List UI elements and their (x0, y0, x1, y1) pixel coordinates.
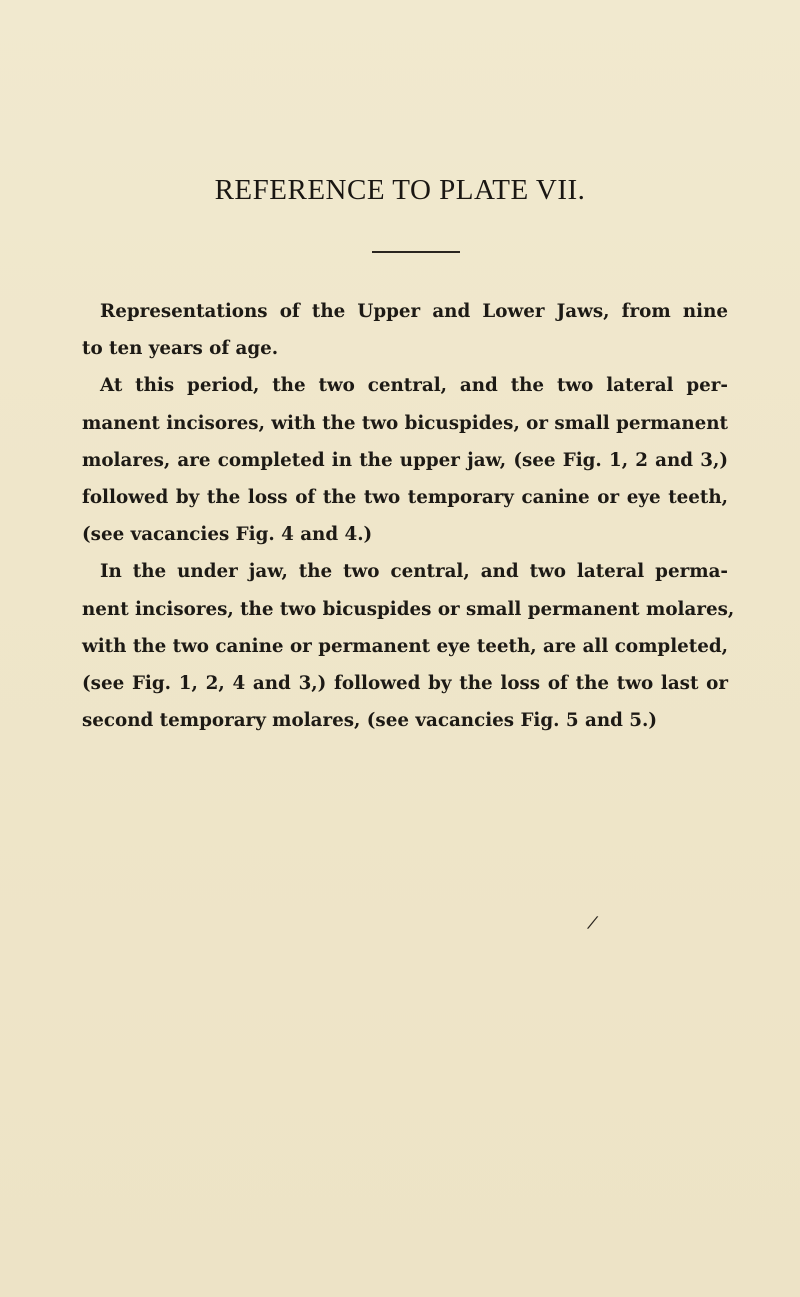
paragraph-line: nent incisores, the two bicuspides or small permanent molares, (82, 598, 735, 620)
paragraph-line: (see Fig. 1, 2, 4 and 3,) followed by the loss of the two last or (82, 673, 728, 695)
paragraph-line: with the two canine or permanent eye teeth, are all completed, (82, 635, 728, 657)
title-divider (372, 251, 460, 253)
paragraph-line: second temporary molares, (see vacancies Fig. 5 and 5.) (82, 710, 657, 732)
stray-pen-mark: ⁄ (589, 912, 596, 935)
page-title: REFERENCE TO PLATE VII. (214, 174, 586, 206)
body-text (82, 293, 735, 739)
paragraph-2 (82, 367, 728, 553)
paragraph-line: (see vacancies Fig. 4 and 4.) (82, 524, 373, 546)
paragraph-3 (82, 553, 735, 739)
paragraph-line: manent incisores, with the two bicuspides, or small permanent (82, 412, 728, 434)
paragraph-line: to ten years of age. (82, 338, 279, 360)
paragraph-line: followed by the loss of the two temporary canine or eye teeth, (82, 487, 728, 509)
paragraph-1 (82, 293, 728, 367)
paragraph-line: molares, are completed in the upper jaw, (see Fig. 1, 2 and 3,) (82, 449, 728, 471)
paragraph-line: Representations of the Upper and Lower Jaws, from nine (100, 301, 728, 322)
paragraph-line: At this period, the two central, and the two lateral per- (100, 375, 728, 397)
paragraph-line: In the under jaw, the two central, and two lateral perma- (100, 561, 728, 583)
